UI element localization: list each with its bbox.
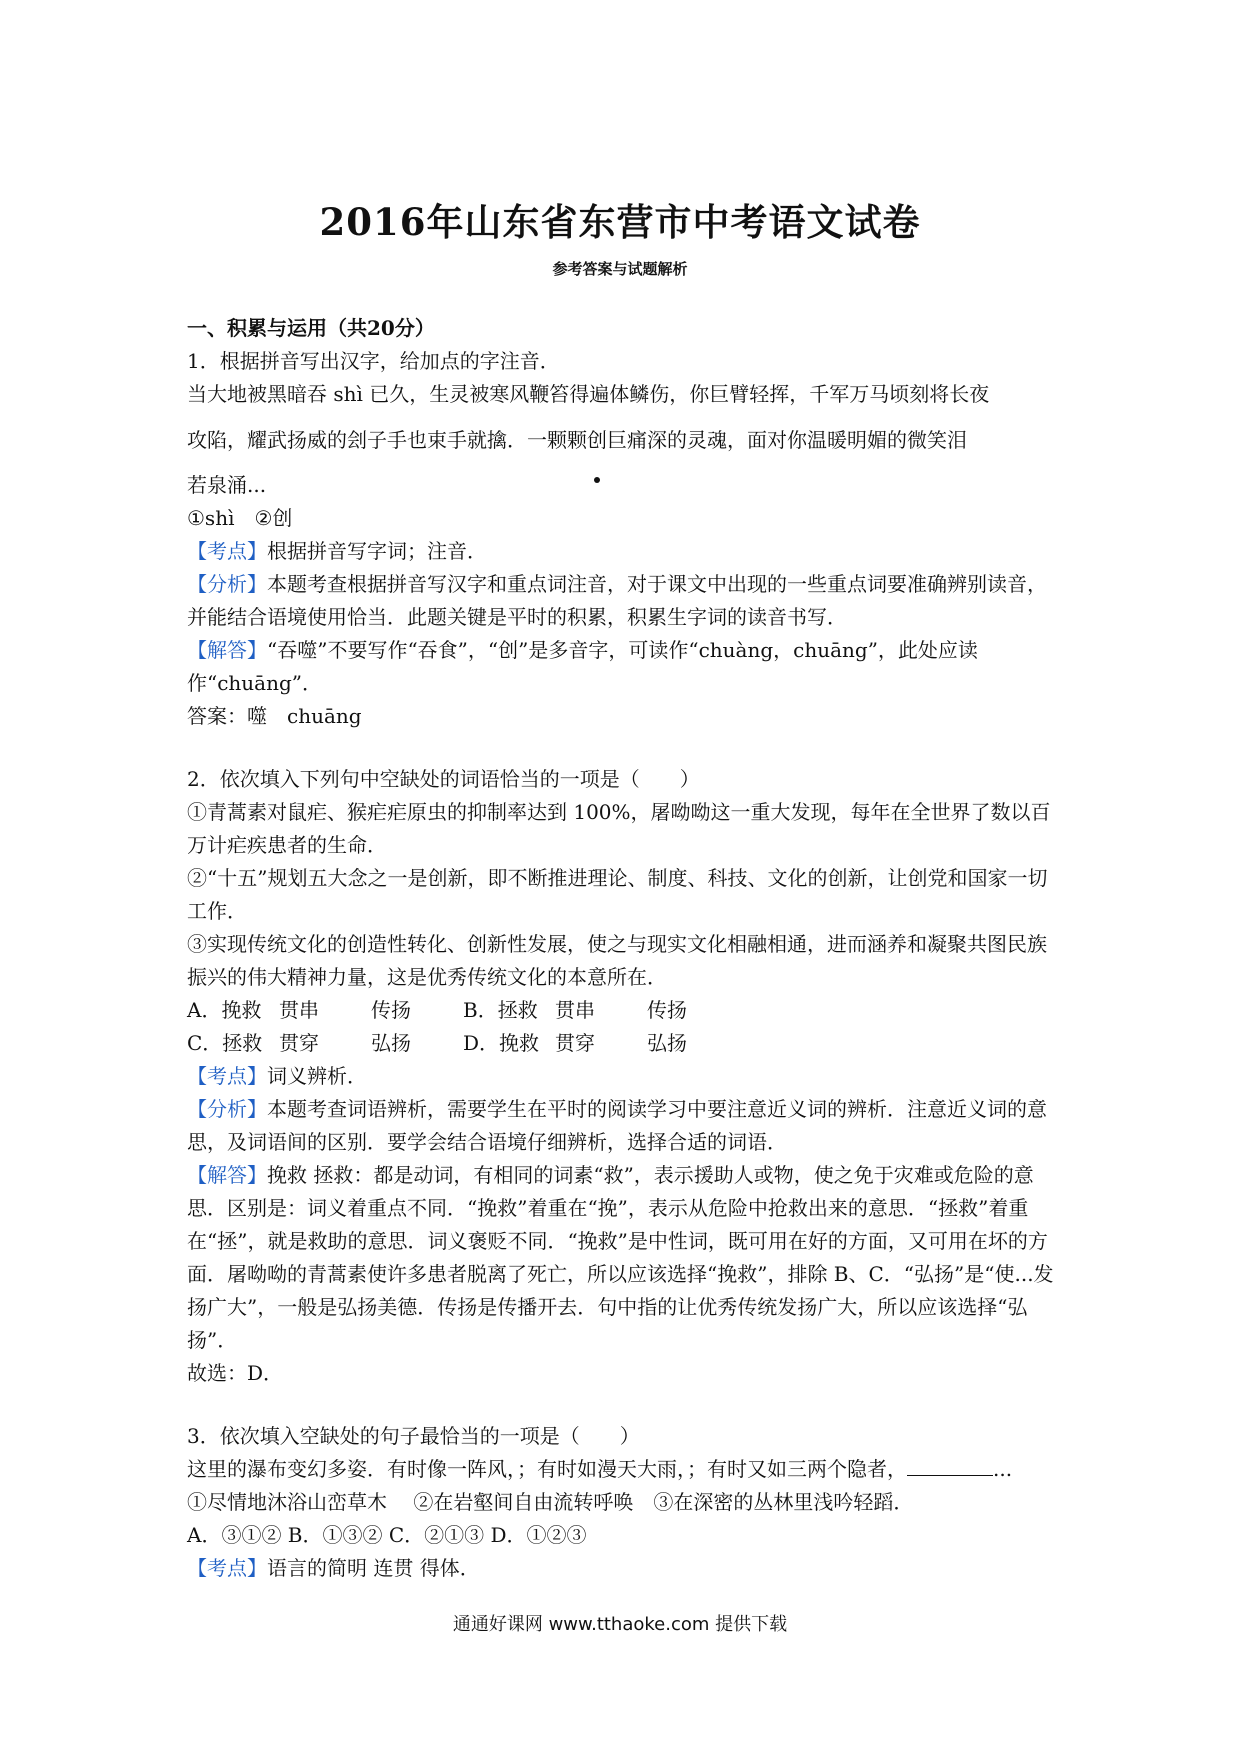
section-heading: 一、积累与运用（共20分） <box>187 316 435 340</box>
answer-line: 故选：D． <box>187 1361 284 1385</box>
footer-watermark: 通通好课网 www.tthaoke.com 提供下载 <box>452 1614 788 1635</box>
fenxi-line <box>187 568 1057 634</box>
options-row-2 <box>187 1027 1057 1060</box>
passage-line: 当大地被黑暗吞 shì 已久，生灵被寒风鞭笞得遍体鳞伤，你巨臂轻挥，千军万马顷刻将长夜 <box>187 382 990 406</box>
passage-text: 这里的瀑布变幻多姿．有时像一阵风，；有时如漫天大雨，；有时又如三两个隐者， <box>187 1457 907 1481</box>
items-line: ①尽情地沐浴山峦草木 ②在岩壑间自由流转呼唤 ③在深密的丛林里浅吟轻蹈． <box>187 1490 914 1514</box>
fenxi-label: 【分析】 <box>187 572 267 596</box>
jieda-label: 【解答】 <box>187 638 267 662</box>
option-cell: D．挽救 <box>463 1031 540 1055</box>
exam-content <box>187 312 1057 1585</box>
passage-text: 巨痛深的灵魂，面对你温暖明媚的微笑泪 <box>607 428 967 452</box>
kaodian-label: 【考点】 <box>187 539 267 563</box>
option-cell: 贯穿 <box>555 1031 595 1055</box>
jieda-text: “吞噬”不要写作“吞食”，“创”是多音字，可读作“chuàng，chuāng”，此处应读作“chuāng”． <box>187 638 978 695</box>
jieda-line <box>187 634 1057 700</box>
fenxi-line <box>187 1093 1057 1159</box>
page-title: 2016年山东省东营市中考语文试卷 <box>319 200 921 244</box>
kaodian-line <box>187 1552 1057 1585</box>
kaodian-line <box>187 1060 1057 1093</box>
sentence-1: ①青蒿素对鼠疟、猴疟疟原虫的抑制率达到 100%，屠呦呦这一重大发现，每年在全世界了数以百万计疟疾患者的生命． <box>187 800 1051 857</box>
kaodian-text: 语言的简明 连贯 得体． <box>267 1556 480 1580</box>
kaodian-text: 根据拼音写字词；注音． <box>267 539 487 563</box>
question-stem: 1．根据拼音写出汉字，给加点的字注音． <box>187 349 560 373</box>
fenxi-text: 本题考查根据拼音写汉字和重点词注音，对于课文中出现的一些重点词要准确辨别读音，并能结合语境使用恰当．此题关键是平时的积累，积累生字词的读音书写． <box>187 572 1047 629</box>
dotted-character <box>587 411 607 469</box>
fenxi-text: 本题考查词语辨析，需要学生在平时的阅读学习中要注意近义词的辨析．注意近义词的意思，及词语间的区别．要学会结合语境仔细辨析，选择合适的词语． <box>187 1097 1047 1154</box>
passage-line <box>187 411 1057 469</box>
blanks-line: ①shì ②创 <box>187 506 293 530</box>
option-cell: C．拯救 <box>187 1031 263 1055</box>
kaodian-label: 【考点】 <box>187 1556 267 1580</box>
question-1 <box>187 345 1057 733</box>
answer-line: 答案：噬 chuāng <box>187 704 362 728</box>
option-cell: 弘扬 <box>647 1031 687 1055</box>
sentence-2: ②“十五”规划五大念之一是创新，即不断推进理论、制度、科技、文化的创新，让创党和国家一切工作． <box>187 866 1048 923</box>
passage-text: ... <box>993 1457 1013 1481</box>
kaodian-text: 词义辨析． <box>267 1064 367 1088</box>
option-cell: B．拯救 <box>463 998 538 1022</box>
passage-text: 攻陷，耀武扬威的刽子手也束手就擒．一颗颗 <box>187 428 587 452</box>
question-stem: 2．依次填入下列句中空缺处的词语恰当的一项是（ ） <box>187 767 700 791</box>
dotted-character-text: 创 <box>587 428 607 452</box>
spacer <box>187 1390 1057 1420</box>
page-subtitle: 参考答案与试题解析 <box>552 260 688 278</box>
jieda-text: 挽救 拯救：都是动词，有相同的词素“救”，表示援助人或物，使之免于灾难或危险的意思．区别是：词义着重点不同．“挽救”着重在“挽”，表示从危险中抢救出来的意思．“拯救”着重在“拯”，就是救助的意思．词义褒贬不同．“挽救”是中性词，既可用在好的方面，又可用在坏的方面．屠呦呦的青蒿素使许多患者脱离了死亡，所以应该选择“挽救”，排除 B、C．“弘扬”是“使...发扬广大”，一般是弘扬美德．传扬是传播开去．句中指的让优秀传统发扬广大，所以应该选择“弘扬”． <box>187 1163 1054 1352</box>
emphasis-dot-icon <box>594 477 600 483</box>
option-cell: 贯串 <box>279 998 319 1022</box>
kaodian-line <box>187 535 1057 568</box>
option-cell: 弘扬 <box>371 1031 411 1055</box>
fill-blank <box>907 1455 993 1476</box>
jieda-label: 【解答】 <box>187 1163 267 1187</box>
jieda-line <box>187 1159 1057 1357</box>
option-cell: 贯穿 <box>279 1031 319 1055</box>
options-line: A．③①② B．①③② C．②①③ D．①②③ <box>187 1523 587 1547</box>
spacer <box>187 733 1057 763</box>
kaodian-label: 【考点】 <box>187 1064 267 1088</box>
option-cell: 传扬 <box>371 998 411 1022</box>
sentence-3: ③实现传统文化的创造性转化、创新性发展，使之与现实文化相融相通，进而涵养和凝聚共图民族振兴的伟大精神力量，这是优秀传统文化的本意所在． <box>187 932 1047 989</box>
question-stem: 3．依次填入空缺处的句子最恰当的一项是（ ） <box>187 1424 640 1448</box>
fenxi-label: 【分析】 <box>187 1097 267 1121</box>
option-cell: 贯串 <box>555 998 595 1022</box>
passage-line <box>187 1453 1057 1486</box>
passage-line: 若泉涌... <box>187 473 267 497</box>
question-3 <box>187 1420 1057 1585</box>
option-cell: 传扬 <box>647 998 687 1022</box>
question-2 <box>187 763 1057 1390</box>
options-row-1 <box>187 994 1057 1027</box>
option-cell: A．挽救 <box>187 998 262 1022</box>
